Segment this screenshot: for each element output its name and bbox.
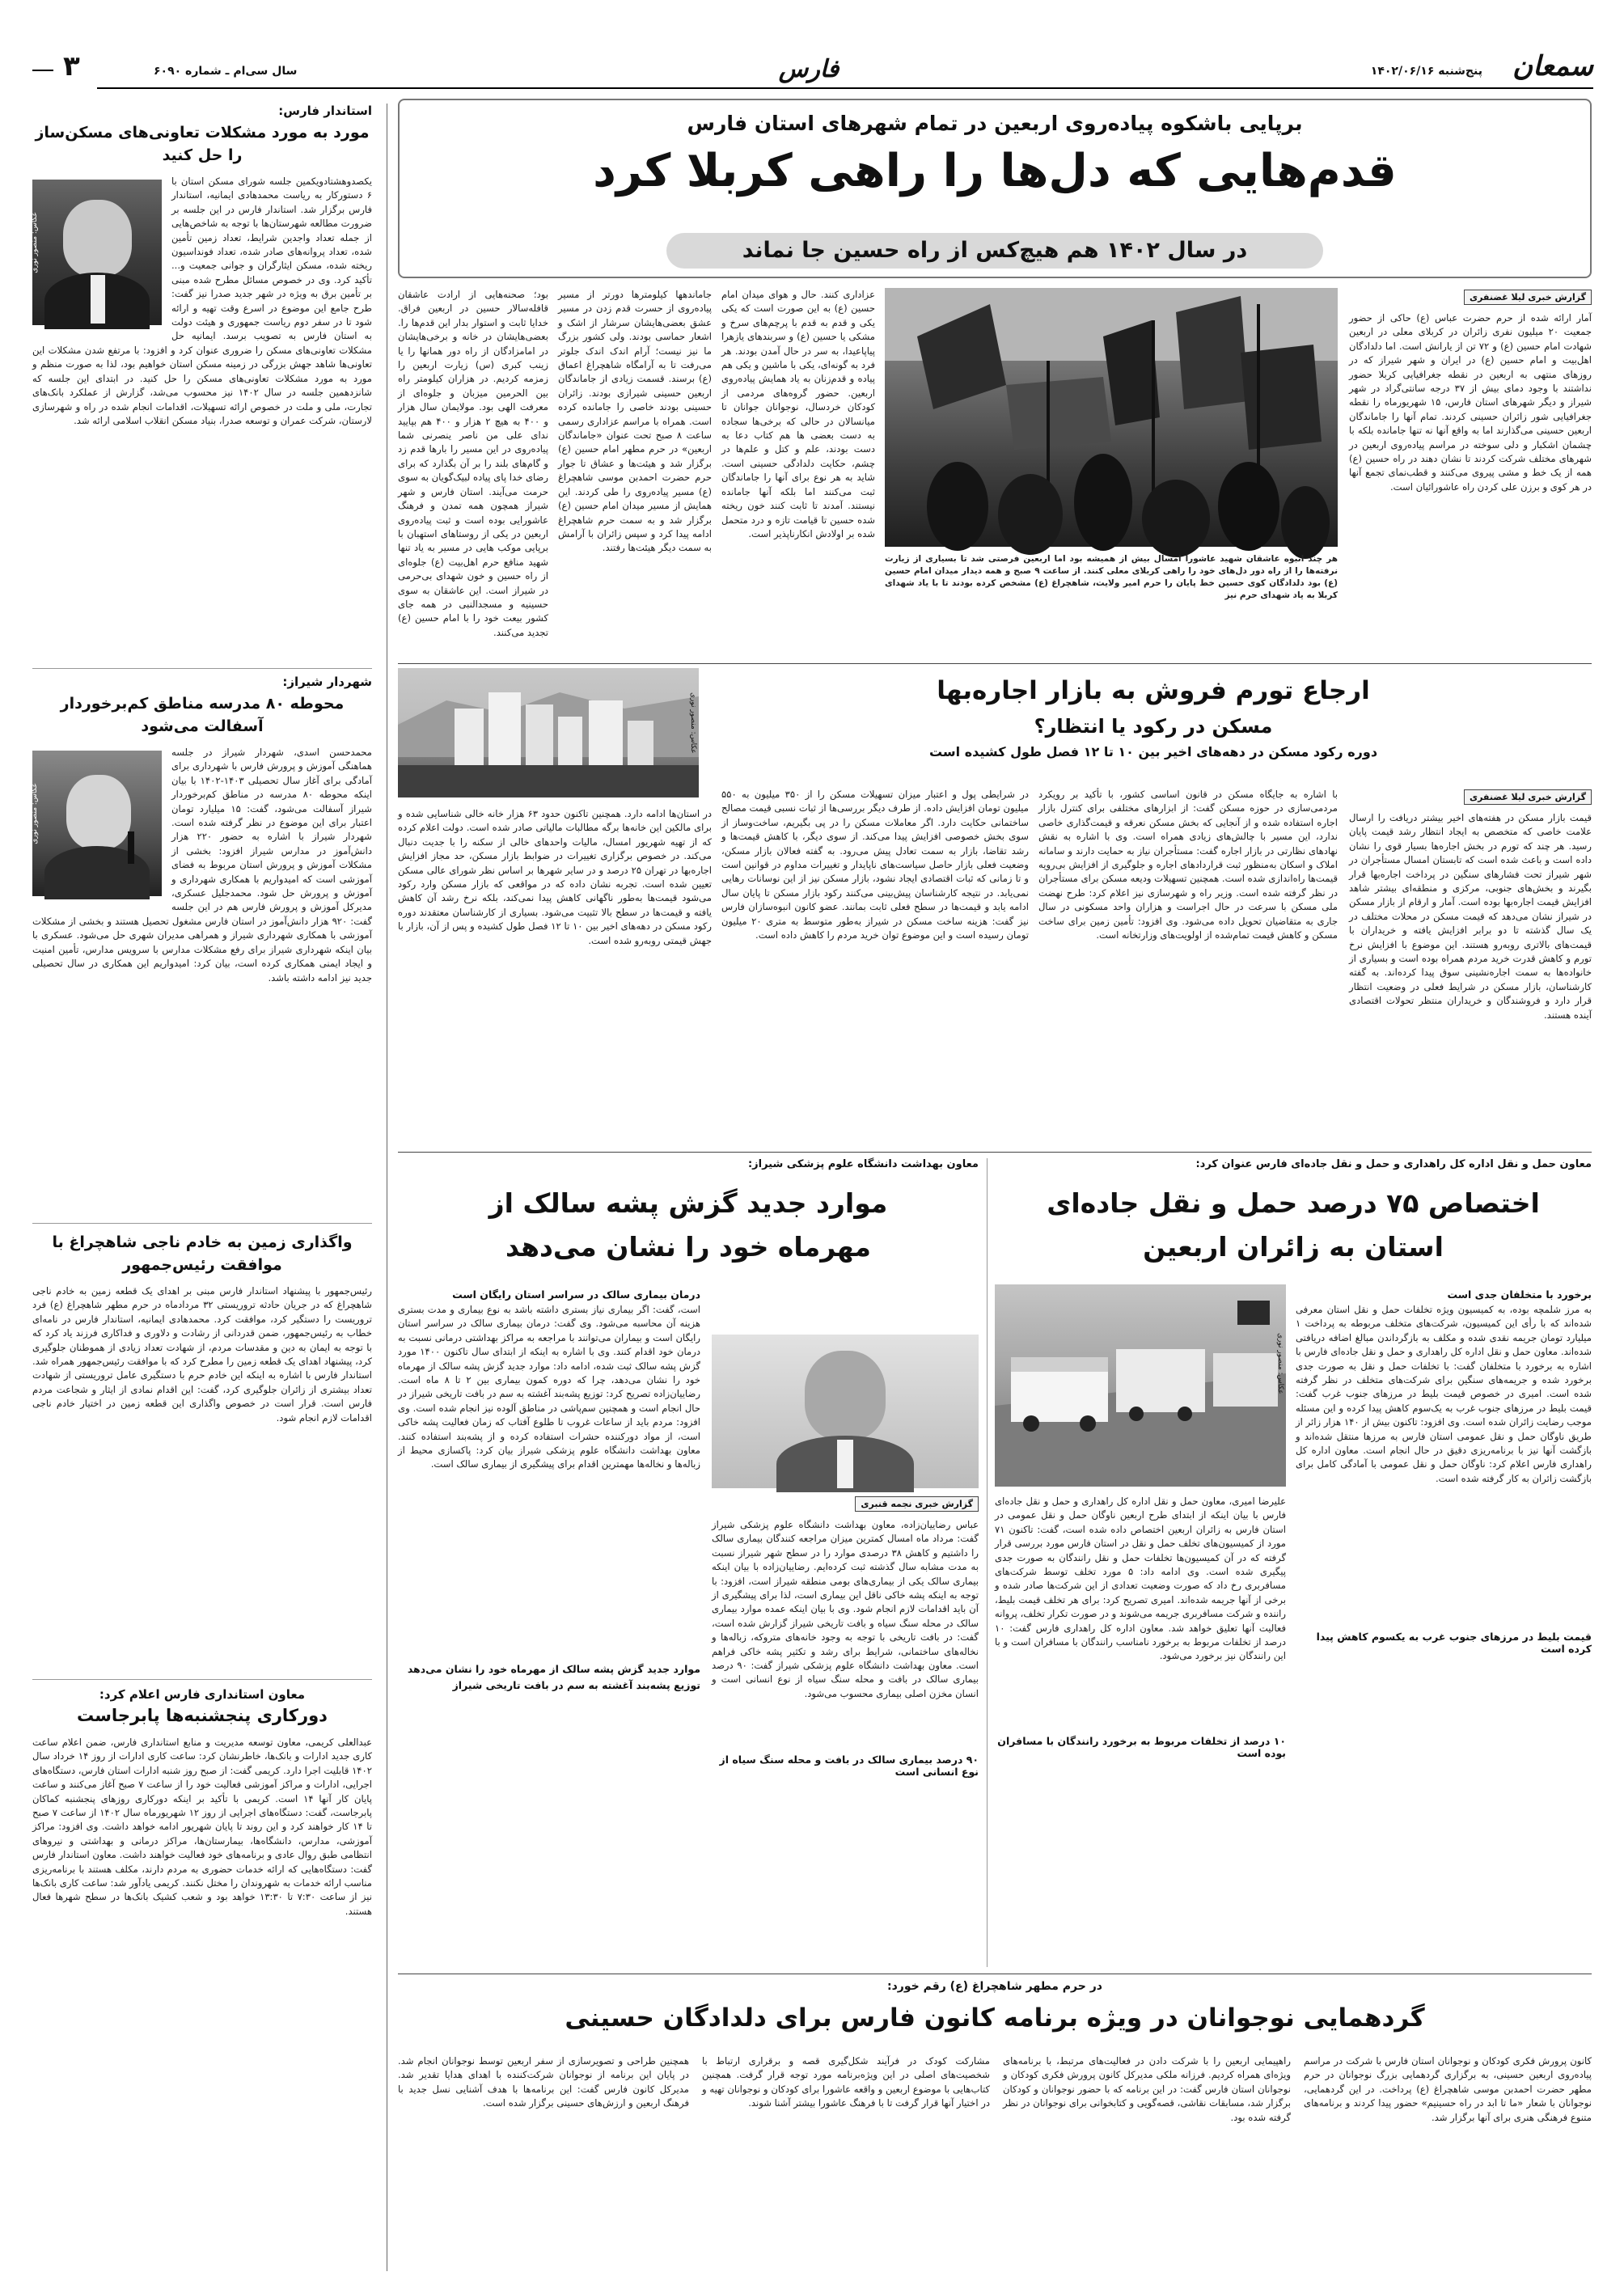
health-sub1: درمان بیماری سالک در سراسر استان رایگان است: [452, 1288, 700, 1301]
governor-title: مورد به مورد مشکلات تعاونی‌های مسکن‌ساز را حل کنید: [35, 124, 370, 164]
governor-photo: [32, 180, 162, 325]
transport-col1: علیرضا امیری، معاون حمل و نقل اداره کل راهداری و حمل و نقل جاده‌ای فارس با بیان اینکه از ابتدای طرح اربعین ناوگان حمل و نقل عمومی در استان فارس به زائران اربعین اختصاص داده شده است، گفت: تاکنون ۷۱ مورد از کمیسیون‌های تخلف حمل و نقل در استان فارس مورد بررسی قرار گرفته که در آن کمیسیون‌ها تخلفات حمل و نقل رانندگان به صورت جدی پیگیری شده است. وی ادامه داد: ۵ مورد تخلف توسط شرکت‌های مسافربری رخ داد که صورت وضعیت تعدادی از این شرکت‌ها صادر شده و برخی از آنها جریمه شده‌اند. امیری تصریح کرد: برای هر تخلف قیمت بلیط، راننده و شرکت مسافربری جریمه می‌شوند و در صورت تکرار تخلف، پروانه فعالیت آنها تعلیق خواهد شد. معاون اداره کل راهداری فارس گفت: ۱۰ درصد از تخلفات مربوط به برخورد نامناسب رانندگان با مسافران است و با این رانندگان نیز برخورد می‌شود.: [995, 1496, 1286, 1662]
lead-header: [398, 99, 1592, 278]
housing-kicker: دوره رکود مسکن در دهه‌های اخیر بین ۱۰ تا ۱۲ فصل طول کشیده است: [928, 744, 1378, 759]
mayor-kicker: شهردار شیراز:: [282, 675, 372, 689]
governor-photo-credit: عکاس: منصور نوری: [31, 212, 39, 273]
land-title: واگذاری زمین به خادم ناجی شاهچراغ با موافقت رئیس‌جمهور: [52, 1233, 353, 1274]
youth-col1: کانون پرورش فکری کودکان و نوجوانان استان فارس با شرکت در مراسم پیاده‌روی اربعین حسینی، به برگزاری گردهمایی بزرگ نوجوانان در حرم مطهر حضرت احمدبن موسی شاهچراغ (ع) پرداخت. در این گردهمایی، نوجوانان با شعار «ما تا ابد در راه حسینیم» حضور پیدا کردند و برنامه‌های متنوع فرهنگی هنری برای آنها برگزار شد.: [1304, 2055, 1592, 2123]
lead-col3: جاماندهها کیلومترها دورتر از مسیر پیاده‌روی از حسرت قدم زدن در مسیر عشق بعضی‌هایشان سرشار از اشک و اشعار حماسی بودند. ولی کشور بزرگ ما نیز نیست؛ آرام اندک اندک جلوتر می‌رفت تا به آرامگاه شاهچراغ اعماق (ع) برسند. قسمت زیادی از جاماندگان اربعین حسینی شیرازی بودند. زائران حسینی بودند خاصی را جامانده کرده است. همراه با مراسم عزاداری رسمی ساعت ۸ صبح تحت عنوان «جاماندگان اربعین» در حرم مطهر امام حسین (ع) برگزار شد و هیئت‌ها و عشاق تا جوار حرم حضرت احمدبن موسی شاهچراغ (ع) مسیر پیاده‌روی را طی کردند. این همایش از مسیر میدان امام حسین (ع) برگزار شد و به سمت حرم شاهچراغ ادامه پیدا کرد و سپس زائران با آرامش به سمت دیگر هیئت‌ها رفتند.: [558, 289, 713, 554]
housing-title: ارجاع تورم فروش به بازار اجاره‌بها: [937, 676, 1370, 705]
health-photo: [712, 1335, 979, 1488]
mayor-text: محمدحسن اسدی، شهردار شیراز در جلسه هماهنگی آموزش و پرورش فارس با شهرداری برای آمادگی برای آغاز سال تحصیلی ۱۴۰۳-۱۴۰۲ با بیان اینکه محوطه ۸۰ مدرسه در مناطق کم‌برخوردار شیراز آسفالت می‌شود، گفت: ۱۵ میلیارد تومان اعتبار برای این موضوع در نظر گرفته شده است. شهردار شیراز با اشاره به حضور ۲۲۰ هزار دانش‌آموز در مدارس شیراز افزود: بخشی از مشکلات آموزش و پرورش استان مربوط به فضای آموزشی است که امیدواریم با همکاری شهرداری و آموزش و پرورش حل شود. محمدجلیل عسکری، مدیرکل آموزش و پرورش فارس هم در این جلسه گفت: ۹۲۰ هزار دانش‌آموز در استان فارس مشغول تحصیل هستند و بخشی از مشکلات آموزشی با همکاری شهرداری شیراز و همراهی مدیران شهری حل می‌شود. عسکری با بیان اینکه شهرداری شیراز برای رفع مشکلات مدارس با سرویس مدارس، تأمین امنیت و ایجاد ایمنی همکاری کرده است، بیان کرد: امیدواریم این همکاری در سال تحصیلی جدید نیز ادامه داشته باشد.: [32, 747, 373, 984]
transport-title: اختصاص ۷۵ درصد حمل و نقل جاده‌ای استان به زائران اربعین: [1047, 1187, 1540, 1263]
lead-subtitle: در سال ۱۴۰۲ هم هیچ‌کس از راه حسین جا نماند: [666, 233, 1323, 269]
page-number: ۳: [63, 50, 80, 82]
youth-col4: همچنین طراحی و تصویرسازی از سفر اربعین توسط نوجوانان انجام شد. در پایان این برنامه از نوجوانان شرکت‌کننده با اهدای هدایا تقدیر شد. مدیرکل کانون فارس گفت: این برنامه‌ها با هدف آشنایی نسل جدید با فرهنگ اربعین و ارزش‌های حسینی برگزار شده است.: [398, 2055, 689, 2109]
masthead-rule: [97, 87, 1593, 89]
health-sub3: ۹۰ درصد بیماری سالک در بافت و محله سنگ سیاه از نوع انسانی است: [719, 1754, 979, 1778]
masthead-issue: سال سی‌ام ـ شماره ۶۰۹۰: [154, 65, 298, 78]
housing-photo-credit: عکاس: منصور نوری: [689, 692, 697, 754]
health-title: موارد جدید گزش پشه سالک از مهرماه خود را نشان می‌دهد: [488, 1187, 888, 1263]
lead-kicker: برپایی باشکوه پیاده‌روی اربعین در تمام شهرهای استان فارس: [687, 112, 1303, 135]
housing-col3: در شرایطی پول و اعتبار میزان تسهیلات مسکن را از ۳۵۰ میلیون به ۵۵۰ میلیون تومان افزایش داده. از طرف دیگر بررسی‌ها از ثبات نسبی قیمت مصالح ساختمانی حکایت دارد. اگر معاملات مسکن را در پی بگیریم، ساخت‌وساز از سوی بخش خصوصی افزایش پیدا می‌کند. از سوی دیگر، با کاهش قیمت‌ها و رشد تقاضا، بازار به سمت تعادل پیش می‌رود. به گفته فعالان بازار مسکن، وضعیت فعلی بازار حاصل سیاست‌های ناپایدار و تغییرات مداوم در قوانین است و تا زمانی که ثبات اقتصادی ایجاد نشود، بازار مسکن نیز از این نوسانات رهایی نمی‌یابد. در نتیجه کارشناسان پیش‌بینی می‌کنند رکود بازار مسکن تا پایان سال ادامه یابد و قیمت‌ها در سطح فعلی ثابت بمانند. عضو کانون انبوه‌سازان فارس نیز گفت: هزینه ساخت مسکن در شیراز به‌طور متوسط به متری ۲۰ میلیون تومان رسیده است و این موضوع توان خرید مردم را کاهش داده است.: [721, 789, 1030, 941]
youth-title: گردهمایی نوجوانان در ویژه برنامه کانون فارس برای دلدادگان حسینی: [565, 2003, 1425, 2033]
mayor-article: [32, 675, 372, 985]
health-sub4: توزیع پشه‌بند آغشته به سم در بافت تاریخی شیراز: [452, 1679, 700, 1691]
workhours-text: عبدالعلی کریمی، معاون توسعه مدیریت و منابع استانداری فارس، ضمن اعلام ساعت کاری جدید ادارات و بانک‌ها، خاطرنشان کرد: ساعت کاری ادارات از روز ۱۴ خرداد سال ۱۴۰۲ قابلیت اجرا دارد. کریمی گفت: از صبح روز شنبه ادارات استان فارس، دستگاه‌های اجرایی، ادارات و مراکز آموزشی فعالیت خود را از ساعت ۷ صبح آغاز می‌کنند و ساعت پایان کار آنها ۱۴ است. کریمی با تأکید بر اینکه دورکاری روزهای پنجشنبه کماکان پابرجاست، گفت: دستگاه‌های اجرایی از روز ۱۲ شهریورماه سال ۱۴۰۲ از ساعت ۷ صبح تا ۱۴ کار خواهند کرد و این روند تا پایان شهریور ادامه خواهد داشت. وی افزود: مراکز آموزشی، مدارس، دانشگاه‌ها، بیمارستان‌ها، مراکز درمانی و بهداشتی و نیروهای انتظامی طبق روال عادی و برنامه‌های خود فعالیت خواهند داشت. معاون استاندار فارس گفت: دستگاه‌هایی که ارائه خدمات حضوری به مردم دارند، مکلف هستند با برنامه‌ریزی مناسب ارائه خدمات به شهروندان را مختل نکنند. کریمی یادآور شد: ساعت کاری بانک‌ها نیز از ساعت ۷:۳۰ تا ۱۳:۳۰ خواهد بود و شعب کشیک بانک‌ها در سطح شهرها فعال هستند.: [32, 1737, 373, 1917]
lead-title: قدم‌هایی که دل‌ها را راهی کربلا کرد: [593, 145, 1397, 197]
lead-col2: عزاداری کنند. حال و هوای میدان امام حسین (ع) به این صورت است که یکی یکی و قدم به قدم با پرچم‌های سرخ و مشکی یا حسین (ع) و سربندهای یازهرا پیاپاعیدا، به سر در حال آمدن بودند. هر فرد به گونه‌ای، یکی با ماشین و یکی هم پیاده و قدم‌زنان به یاد همایش پیاده‌روی اربعین. حضور گروه‌های مردمی از کودکان خردسال، نوجوانان جوانان تا میانسالان در حالی که برخی‌ها سجاده به دست بعضی ها هم کتاب دعا به دست بودند، علم و کتل و علم‌ها در چشم، حکایت دلدادگی حسینی است. شاید به هر نوع برای آنها را جاماندگان ثبت می‌کنند اما بلکه آنها جامانده نیستند. آمدند تا ثابت کنند خون ریخته شده حسین تا قیامت تازه و درد متحمل شده بر اولادش انکارناپذیر است.: [721, 289, 875, 539]
transport-col2: به مرز شلمچه بوده، به کمیسیون ویژه تخلفات حمل و نقل استان معرفی شده‌اند که با رأی این کمیسیون، شرکت‌های متخلف مربوطه به پرداخت ۱ میلیارد تومان جریمه نقدی شده و مکلف به بازگرداندن مبالغ اضافه دریافتی شده‌اند. معاون حمل و نقل اداره کل راهداری و حمل و نقل جاده‌ای فارس با اشاره به برخورد با متخلفان گفت: با تخلفات حمل و نقل به صورت جدی برخورد شده و جریمه‌های سنگین برای شرکت‌های متخلف در نظر گرفته شده است. امیری در خصوص قیمت بلیط در مرزهای جنوب غرب گفت: قیمت بلیط در مرزهای جنوب غرب به یک‌سوم کاهش پیدا کرده و این مسئله موجب رضایت زائران شده است. وی افزود: تاکنون بیش از ۱۴۰ هزار زائر از طریق ناوگان حمل و نقل عمومی استان فارس به مرزها منتقل شده‌اند و بازگشت آنها نیز با برنامه‌ریزی دقیق در حال انجام است. معاون اداره کل راهداری فارس اعلام کرد: ناوگان حمل و نقل عمومی با آمادگی کامل برای بازگشت زائران به کار گرفته شده است.: [1296, 1304, 1592, 1484]
housing-subtitle: مسکن در رکود یا انتظار؟: [1034, 715, 1273, 738]
transport-photo-credit: عکاس: منصور نوری: [1276, 1333, 1284, 1394]
mayor-photo: [32, 751, 162, 896]
mayor-title: محوطه ۸۰ مدرسه مناطق کم‌برخوردار آسفالت می‌شود: [60, 695, 345, 735]
health-article: [398, 1158, 979, 1967]
transport-kicker: معاون حمل و نقل اداره کل راهداری و حمل و نقل جاده‌ای فارس عنوان کرد:: [1195, 1158, 1592, 1170]
youth-col3: مشارکت کودک در فرآیند شکل‌گیری قصه و برقراری ارتباط با شخصیت‌های اصلی در این ویژه‌برنامه مورد توجه قرار گرفت. همچنین کتاب‌هایی با موضوع اربعین و واقعه عاشورا برای کودکان و نوجوانان تهیه و در اختیار آنها قرار گرفت تا با فرهنگ عاشورا بیشتر آشنا شوند.: [702, 2055, 990, 2109]
health-kicker: معاون بهداشت دانشگاه علوم پزشکی شیراز:: [747, 1158, 979, 1170]
health-sub2: موارد جدید گزش پشه سالک از مهرماه خود را نشان می‌دهد: [407, 1663, 700, 1675]
housing-col2: با اشاره به جایگاه مسکن در قانون اساسی کشور، با تأکید بر رویکرد مردمی‌سازی در حوزه مسکن گفت: از ابزارهای مختلفی برای کنترل بازار اجاره استفاده شده و از آنجایی که بخش مسکن نعرقه و قیمت‌گذاری خاصی ندارد، این مسیر با چالش‌های زیادی همراه است. وی با اشاره به نقش نهادهای نظارتی در بازار اجاره گفت: مستأجران نیاز به حمایت دارند و سامانه املاک و اسکان به‌منظور ثبت قراردادهای اجاره و جلوگیری از افزایش بی‌رویه قیمت‌ها راه‌اندازی شده است. همچنین تسهیلات ودیعه مسکن برای مستأجران در نظر گرفته شده است. وزیر راه و شهرسازی نیز اعلام کرد: طرح نهضت ملی مسکن با سرعت در حال اجراست و هزاران واحد مسکونی در سال جاری به متقاضیان تحویل داده می‌شود. وی افزود: تأمین زمین برای ساخت مسکن و کاهش قیمت تمام‌شده از اولویت‌های وزارتخانه است.: [1038, 789, 1338, 941]
masthead-logo: سمعان: [1512, 50, 1593, 82]
housing-article: [398, 668, 1592, 1145]
masthead-date: پنج‌شنبه ۱۴۰۲/۰۶/۱۶: [1370, 65, 1482, 78]
housing-col4: در استان‌ها ادامه دارد. همچنین تاکنون حدود ۶۳ هزار خانه خالی شناسایی شده و برای مالکین این خانه‌ها برگه مطالبات مالیاتی صادر شده است. دولت اعلام کرده که از تهیه شهریور امسال، مالیات واحدهای خالی از سکنه را با جدیت دنبال می‌کند. در خصوص برگزاری تغییرات در ضوابط بازار مسکن، حد مجاز افزایش اجاره‌بها در تهران ۲۵ درصد و در سایر شهرها بر اساس نظر شورای عالی مسکن تعیین شده است. تجربه نشان داده که در مواقعی که بازار مسکن وارد رکود می‌شود قیمت‌ها به‌طور ناگهانی کاهش پیدا نمی‌کند، بلکه نرخ رشد آن کاهش یافته و قیمت‌ها در سطح بالا تثبیت می‌شود. بسیاری از کارشناسان معتقدند دوره رکود مسکن در دهه‌های اخیر بین ۱۰ تا ۱۲ فصل طول کشیده و پس از آن، بازار با جهش قیمتی روبه‌رو شده است.: [398, 808, 712, 946]
land-article: [32, 1231, 372, 1425]
transport-article: [995, 1158, 1592, 1967]
housing-photo: [398, 668, 699, 797]
governor-kicker: استاندار فارس:: [278, 104, 372, 118]
workhours-kicker: معاون استانداری فارس اعلام کرد:: [99, 1687, 306, 1702]
lead-body: [398, 288, 1592, 656]
land-text: رئیس‌جمهور با پیشنهاد استاندار فارس مبنی بر اهدای یک قطعه زمین به خادم ناجی شاهچراغ که در جریان حادثه تروریستی ۳۲ مردادماه در حرم مطهر شاهچراغ (ع) فرد تروریست را دستگیر کرد، موافقت کرد. محمدهادی ایمانیه، استاندار فارس در نامه‌ای خطاب به رئیس‌جمهور، ضمن قدردانی از رشادت و دلاوری و فداکاری فرزند یاد کرد که با توجه به ایمان به دین و مقدسات مردم، از شهادت تعداد زیادی از هموطنان جلوگیری کرد، پیشنهاد اهدای یک قطعه زمین را مطرح کرد که با موافقت رئیس‌جمهور همراه شد. استاندار فارس با اشاره به اینکه این خادم حرم با دستگیری عامل تروریستی از شهادت تعداد بیشتری از زائران جلوگیری کرد، گفت: این اقدام نمادی از ایثار و شجاعت مردم فارس است. قرار است در خصوص واگذاری این قطعه زمین در اختیار خادم ناجی اقدامات لازم انجام شود.: [32, 1285, 372, 1424]
lead-col1: آمار ارائه شده از حرم حضرت عباس (ع) حاکی از حضور جمعیت ۲۰ میلیون نفری زائران در کربلای معلی در اربعین شهادت امام حسین (ع) و ۷۲ تن از یارانش است. اما دلدادگان اهل‌بیت و امام حسین (ع) در ایران و شهر شیراز که در روزهای منتهی به اربعین در نقطه جغرافیایی کربلا حضور نداشتند با وجود دمای بیش از ۳۷ درجه سانتی‌گراد در شهر شیراز و دیگر شهرهای استان فارس، ۱۵ شهریورماه را نقطه جغرافیایی شور زائران حسینی کردند. تمام آنها را جاماندگان اربعین حسینی می‌گذارند اما به واقع آنها نه تنها جامانده بلکه با چشمان اشکبار و دلی سوخته در مراسم پیاده‌روی اربعین در شهرهای مختلف شرکت کردند تا نشان دهند در راه حسین (ع) همه از یک خط و مشی پیروی می‌کنند و قطب‌نمای تجمع آنها در هر کوی و برزن علی کردن راه عاشورائیان است.: [1349, 312, 1592, 493]
transport-sub3: ۱۰ درصد از تخلفات مربوط به برخورد رانندگان با مسافران بوده است: [997, 1735, 1286, 1759]
transport-sub1: برخورد با متخلفان جدی است: [1447, 1288, 1592, 1301]
masthead-section: فارس: [778, 55, 839, 83]
housing-col1: قیمت بازار مسکن در هفته‌های اخیر بیشتر دریافت را ارسال علامت خاصی که متخصص به ایجاد انتظار رشد قیمت پایان رسید. هر چند که تورم در بخش اجاره‌ها بسیار قوی را نشان داده است و باعث شده است که تابستان امسال مستأجران در شهر شیراز تحت فشارهای سنگین در پرداخت اجاره‌بها قرار بگیرند و بخش‌های جنوبی، مرکزی و منطقه‌ای بیشتر شاهد افزایش قیمت اجاره‌بها بوده است. آمار و ارقام از بازار مسکن در شیراز نشان می‌دهد که قیمت مسکن در محلات مختلف در یک سال گذشته تا دو برابر افزایش یافته و خریداران با قیمت‌های بالاتری روبه‌رو هستند. این موضوع با افزایش نرخ تورم و کاهش قدرت خرید مردم همراه بوده است و بسیاری از خانواده‌ها به سمت اجاره‌نشینی سوق پیدا کرده‌اند. به گفته کارشناسان، بازار مسکن در شرایط فعلی در وضعیت انتظار قرار دارد و فروشندگان و خریداران منتظر تحولات اقتصادی آینده هستند.: [1349, 812, 1592, 1021]
youth-col2: راهپیمایی اربعین را با شرکت دادن در فعالیت‌های مرتبط، با برنامه‌های ویژه‌ای همراه کردیم. فرزانه ملکی مدیرکل کانون پرورش فکری کودکان و نوجوانان استان فارس گفت: در این برنامه که با حضور نوجوانان و کودکان برگزار شد، مسابقات نقاشی، قصه‌گویی و کتابخوانی برای نوجوانان در نظر گرفته شده بود.: [1003, 2055, 1291, 2123]
lead-photo-svg: [885, 288, 1338, 547]
health-byline: گزارش خبری نجمه قنبری: [855, 1496, 979, 1512]
lead-byline: گزارش خبری لیلا غضنفری: [1464, 290, 1592, 305]
mayor-photo-credit: عکاس: منصور نوری: [31, 783, 39, 844]
health-col2: است، گفت: اگر بیماری نیاز بستری داشته باشد به نوع بیماری و مدت بستری هزینه آن محاسبه می‌شود. وی گفت: درمان بیماری سالک در سراسر استان رایگان است و بیماران می‌توانند با مراجعه به مراکز بهداشتی درمانی نسبت به درمان خود اقدام کنند. وی با اشاره به اینکه از ابتدای سال تاکنون ۱۴۰۰ مورد گزش پشه سالک ثبت شده، ادامه داد: موارد جدید گزش پشه سالک از مهرماه خود را نشان می‌دهد، چرا که دوره کمون بیماری بین ۲ تا ۸ ماه است. رضاییان‌زاده تصریح کرد: توزیع پشه‌بند آغشته به سم در بافت تاریخی شیراز در حال انجام است و همچنین سم‌پاشی در مناطق آلوده نیز انجام شده است. وی افزود: مردم باید از ساعات غروب تا طلوع آفتاب که زمان فعالیت پشه خاکی است، از مواد دورکننده حشرات استفاده کرده و از پشه‌بند استفاده کنند. معاون بهداشت دانشگاه علوم پزشکی شیراز بیان کرد: پاکسازی محیط از زباله‌ها و نخاله‌ها مهمترین اقدام برای پیشگیری از بیماری سالک است.: [398, 1304, 700, 1470]
youth-article: [398, 1980, 1592, 2271]
transport-photo: [995, 1284, 1286, 1487]
transport-sub2: قیمت بلیط در مرزهای جنوب غرب به یکسوم کاهش پیدا کرده است: [1316, 1631, 1592, 1655]
governor-article: [32, 104, 372, 428]
governor-text: یکصدوهشتادویکمین جلسه شورای مسکن استان با ۶ دستورکار به ریاست محمدهادی ایمانیه، استاندار فارس برگزار شد. استاندار فارس در این جلسه بر ضرورت مطالعه شهرستان‌ها با توجه به شاخص‌هایی از جمله تعداد واجدین شرایط، تعداد زمین تأمین شده، تعداد پروانه‌های صادر شده، تعداد فونداسیون ریخته شده، مسکن ایثارگران و جوانی جمعیت و... تأکید کرد. وی در خصوص مسائل مطرح شده مبنی بر تأمین برق به ویژه در شهر جدید صدرا نیز گفت: طرح جامع این موضوع در اسرع وقت تهیه و ارائه شود تا در سفر دوم ریاست جمهوری و هیئت دولت به استان فارس به تصویب برسد. ایمانیه حل مشکلات تعاونی‌های مسکن را ضروری عنوان کرد و افزود: با مرتفع شدن مشکلات این تعاونی‌ها شاهد جهش بزرگی در زمینه مسکن استان خواهیم بود، لذا به صورت منظم و مورد به مورد مشکلات تعاونی‌های مسکن را حل کنید. در ابتدای این جلسه که شانزدهمین جلسه در سال ۱۴۰۲ نیز محسوب می‌شد، گزارش از عملکرد بانک‌های تجارت، ملی و ملت در خصوص ارائه تسهیلات، اقدامات انجام شده در راه و شهرسازی لارستان، شرکت عمران و توسعه صدرا، بنیاد مسکن انقلاب اسلامی ارائه شد.: [32, 176, 372, 426]
lead-col4: بود؛ صحنه‌هایی از ارادت عاشقان قافله‌سالار حسین در اربعین فراق. خدایا ثابت و استوار بدار این قدم‌ها را. بعضی‌هایشان در خانه و برخی‌هایشان در امامزادگان از راه دور همانها را یا زینب کبری (س) زیارت اربعین را زمزمه کردیم. در هزاران کیلومتر راه بین الحرمین میزبان و جلوه‌ای از معرفت الهی بود. مولایمان سال هزار و ۴۰۰ به هیچ ۲ هزار و ۴۰۰ هم بپایید ندای علی من ناصر ینصرنی شما پیاده‌روی در این مسیر را بارها قدم زد و گام‌های بلند را بر آن بگذارد که برای رضای خدا پای پیاده لبیک‌گویان به سوی حرمت می‌آیند. استان فارس و شهر شیراز همچون همه تمدن و فرهنگ عاشورایی بوده است و ثبت پیاده‌روی اربعین در یکی از روستاهای استهبان با برپایی موکب هایی در مسیر به یاد تنها شهید منافع حرم اهل‌بیت (ع) جلوه‌ای از راه حسین و خون شهدای بی‌حرمی در شیراز است. این عاشقان به سوی حسینیه و مسجدالنبی در همه جای کشور بیعت خود را با امام حسین (ع) تجدید می‌کنند.: [398, 289, 548, 638]
housing-byline: گزارش خبری لیلا غضنفری: [1464, 789, 1592, 805]
workhours-title: دورکاری پنجشنبه‌ها پابرجاست: [77, 1706, 328, 1725]
lead-photo-caption: هر چند انبوه عاشقان شهید عاشورا امسال بیش از همیشه بود اما اربعین فرصتی شد تا بسیاری از زیارت نرفته‌ها را از راه دور دل‌های خود را راهی کربلای معلی کنند. از ساعت ۹ صبح و همه دیدار میدان امام حسین (ع) بود دلدادگان کوی حسین خط پایان را حرم امیر ولایت، شاهچراغ (ع) مشخص کرده بودند تا با یاد شهدای کربلا به یاد شهدای حرم نیز: [885, 554, 1339, 600]
health-col1: عباس رضاییان‌زاده، معاون بهداشت دانشگاه علوم پزشکی شیراز گفت: مرداد ماه امسال کمترین میزان مراجعه کنندگان بیماری سالک را داشتیم و کاهش ۳۸ درصدی موارد را در سطح شهر شیراز نسبت به مدت مشابه سال گذشته ثبت کرده‌ایم. رضاییان‌زاده با بیان اینکه بیماری سالک یکی از بیماری‌های بومی منطقه شیراز است، افزود: با توجه به اینکه پشه خاکی ناقل این بیماری است، لذا برای پیشگیری از آن باید اقدامات لازم انجام شود. وی با بیان اینکه عمده موارد بیماری سالک در محله سنگ سیاه و بافت تاریخی شیراز گزارش شده است، گفت: در بافت تاریخی با توجه به وجود خانه‌های متروکه، زباله‌ها و نخاله‌های ساختمانی، شرایط برای رشد و تکثیر پشه خاکی فراهم است. معاون بهداشت دانشگاه علوم پزشکی شیراز گفت: ۹۰ درصد بیماری سالک در بافت و محله سنگ سیاه از نوع انسانی است و انسان مخزن اصلی بیماری محسوب می‌شود.: [712, 1519, 979, 1699]
lead-photo: [885, 288, 1338, 547]
workhours-article: [32, 1687, 372, 1919]
youth-kicker: در حرم مطهر شاهچراغ (ع) رقم خورد:: [887, 1980, 1102, 1993]
masthead: [0, 0, 1624, 91]
